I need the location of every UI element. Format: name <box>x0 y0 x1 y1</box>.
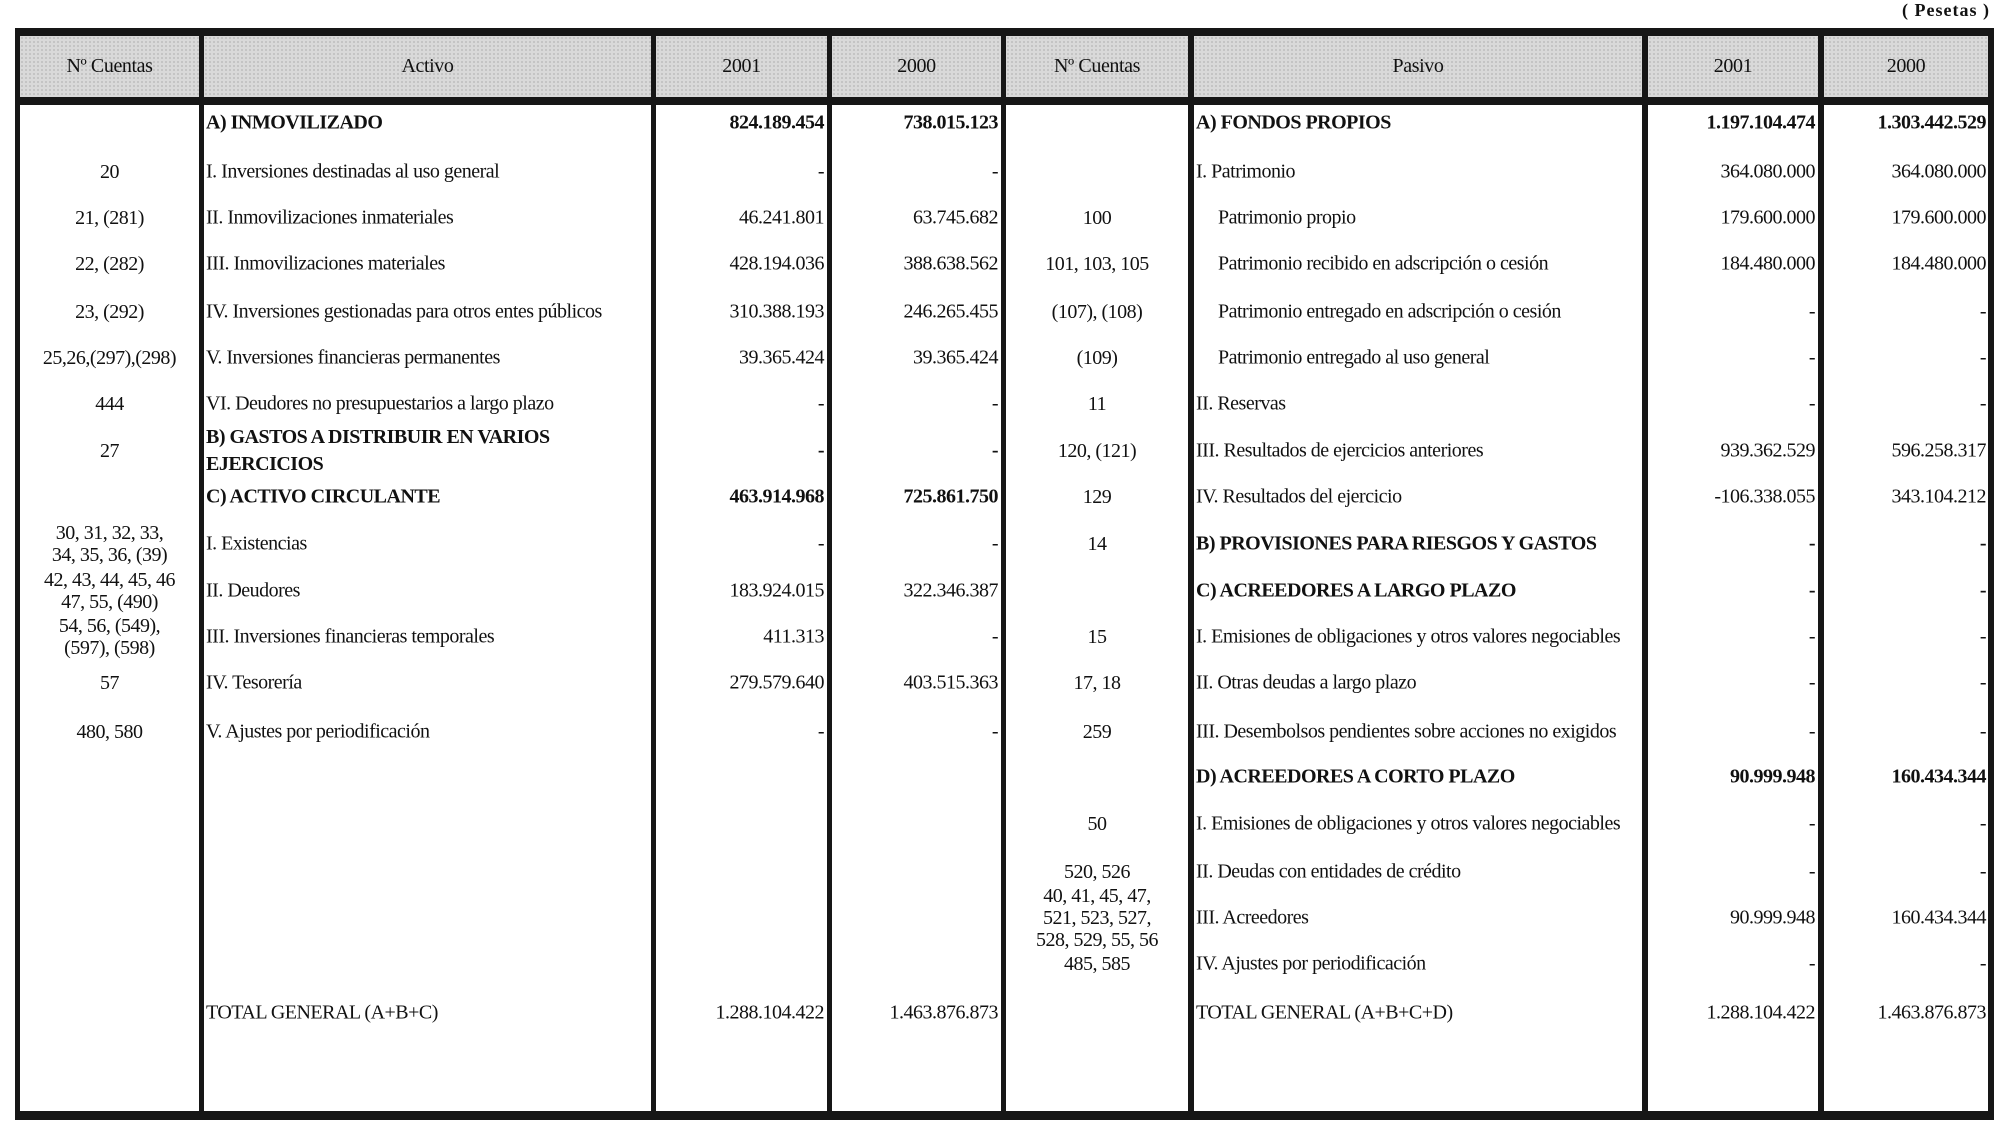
pasivo-row-concepto: I. Emisiones de obligaciones y otros valores negociables <box>1196 812 1621 835</box>
activo-row-concepto: III. Inmovilizaciones materiales <box>206 252 445 275</box>
activo-row-concepto: II. Deudores <box>206 579 300 602</box>
pasivo-row-2001: 1.288.104.422 <box>1706 1001 1815 1024</box>
pasivo-row-2000: 596.258.317 <box>1891 439 1986 462</box>
header-pasivo-2000: 2000 <box>1824 36 1988 97</box>
activo-row-concepto: C) ACTIVO CIRCULANTE <box>206 485 441 508</box>
activo-row-2000: - <box>991 625 998 648</box>
pasivo-row-2000: - <box>1979 346 1986 369</box>
pasivo-row-2001: - <box>1808 860 1815 883</box>
header-activo-cuentas: Nº Cuentas <box>20 36 199 97</box>
activo-row-concepto: I. Existencias <box>206 532 307 555</box>
pasivo-row-2000: 1.463.876.873 <box>1877 1001 1986 1024</box>
pasivo-row-cuenta: 11 <box>1087 393 1107 415</box>
activo-row-cuenta: 27 <box>100 440 119 462</box>
activo-row-cuenta: 54, 56, (549), (597), (598) <box>58 615 161 659</box>
pasivo-row-2000: 160.434.344 <box>1891 906 1986 929</box>
pasivo-row-concepto: Patrimonio entregado al uso general <box>1218 346 1490 369</box>
pasivo-row-concepto: II. Otras deudas a largo plazo <box>1196 671 1417 694</box>
activo-row-2001: 824.189.454 <box>729 111 824 134</box>
pasivo-row-2000: 1.303.442.529 <box>1877 111 1986 134</box>
pasivo-row-2001: -106.338.055 <box>1714 485 1815 508</box>
pasivo-row-2001: 184.480.000 <box>1720 252 1815 275</box>
pasivo-row-2001: - <box>1808 392 1815 415</box>
activo-row-2000: - <box>991 720 998 743</box>
pasivo-row-concepto: IV. Resultados del ejercicio <box>1196 485 1402 508</box>
pasivo-row-2000: - <box>1979 579 1986 602</box>
pasivo-row-2001: 90.999.948 <box>1730 906 1815 929</box>
pasivo-row-cuenta: 17, 18 <box>1073 672 1121 694</box>
pasivo-row-concepto: IV. Ajustes por periodificación <box>1196 952 1426 975</box>
activo-row-2000: 388.638.562 <box>903 252 998 275</box>
activo-row-concepto: V. Ajustes por periodificación <box>206 720 430 743</box>
pasivo-row-cuenta: 485, 585 <box>1064 953 1130 975</box>
pasivo-row-2001: - <box>1808 812 1815 835</box>
pasivo-row-cuenta: 50 <box>1087 813 1107 835</box>
pasivo-row-concepto: A) FONDOS PROPIOS <box>1196 111 1391 134</box>
pasivo-row-2000: - <box>1979 860 1986 883</box>
activo-row-2000: 1.463.876.873 <box>889 1001 998 1024</box>
pasivo-row-2000: - <box>1979 720 1986 743</box>
pasivo-row-cuenta: 40, 41, 45, 47, 521, 523, 527, 528, 529, 55, 56 <box>1036 885 1158 951</box>
activo-row-2000: 63.745.682 <box>913 206 998 229</box>
activo-row-2001: 39.365.424 <box>739 346 824 369</box>
activo-row-cuenta: 480, 580 <box>76 721 143 743</box>
activo-row-2000: - <box>991 392 998 415</box>
activo-row-2001: - <box>817 160 824 183</box>
pasivo-row-2001: 939.362.529 <box>1720 439 1815 462</box>
activo-row-2001: 463.914.968 <box>729 485 824 508</box>
pasivo-row-2001: - <box>1808 532 1815 555</box>
activo-row-cuenta: 20 <box>100 161 119 183</box>
pasivo-row-cuenta: 14 <box>1087 533 1107 555</box>
pasivo-row-2000: 364.080.000 <box>1891 160 1986 183</box>
pasivo-row-2000: 160.434.344 <box>1891 765 1986 788</box>
activo-row-2001: - <box>817 392 824 415</box>
pasivo-row-concepto: III. Resultados de ejercicios anteriores <box>1196 439 1484 462</box>
activo-row-2000: 39.365.424 <box>913 346 998 369</box>
activo-row-2000: 738.015.123 <box>903 111 998 134</box>
pasivo-row-cuenta: 15 <box>1087 626 1107 648</box>
activo-row-cuenta: 21, (281) <box>75 207 144 229</box>
activo-row-cuenta: 23, (292) <box>75 301 144 323</box>
pasivo-row-concepto: B) PROVISIONES PARA RIESGOS Y GASTOS <box>1196 532 1597 555</box>
pasivo-row-2001: - <box>1808 300 1815 323</box>
header-pasivo-2001: 2001 <box>1648 36 1818 97</box>
activo-row-2001: 411.313 <box>763 625 824 648</box>
activo-row-2000: 246.265.455 <box>903 300 998 323</box>
pasivo-row-cuenta: 100 <box>1082 207 1112 229</box>
pasivo-row-concepto: Patrimonio recibido en adscripción o cesión <box>1218 252 1549 275</box>
activo-row-2000: 403.515.363 <box>903 671 998 694</box>
header-activo-2001: 2001 <box>656 36 827 97</box>
pasivo-row-2000: 184.480.000 <box>1891 252 1986 275</box>
pasivo-row-concepto: II. Reservas <box>1196 392 1286 415</box>
activo-row-2000: - <box>991 160 998 183</box>
pasivo-row-2001: - <box>1808 625 1815 648</box>
pasivo-row-concepto: I. Emisiones de obligaciones y otros valores negociables <box>1196 625 1621 648</box>
pasivo-row-cuenta: 259 <box>1082 721 1112 743</box>
pasivo-row-concepto: TOTAL GENERAL (A+B+C+D) <box>1196 1001 1453 1024</box>
pasivo-row-concepto: III. Acreedores <box>1196 906 1309 929</box>
activo-row-concepto: IV. Inversiones gestionadas para otros entes públicos <box>206 300 602 323</box>
activo-row-concepto: TOTAL GENERAL (A+B+C) <box>206 1001 438 1024</box>
activo-row-concepto: VI. Deudores no presupuestarios a largo plazo <box>206 392 554 415</box>
pasivo-row-2000: - <box>1979 300 1986 323</box>
activo-row-2000: 725.861.750 <box>903 485 998 508</box>
pasivo-row-2001: - <box>1808 952 1815 975</box>
pasivo-row-2000: 179.600.000 <box>1891 206 1986 229</box>
activo-row-concepto: II. Inmovilizaciones inmateriales <box>206 206 454 229</box>
header-activo: Activo <box>204 36 651 97</box>
pasivo-row-cuenta: (109) <box>1076 347 1118 369</box>
pasivo-row-2001: 364.080.000 <box>1720 160 1815 183</box>
activo-row-2000: 322.346.387 <box>903 579 998 602</box>
header-pasivo-cuentas: Nº Cuentas <box>1006 36 1188 97</box>
activo-row-2000: - <box>991 439 998 462</box>
pasivo-row-2000: - <box>1979 392 1986 415</box>
activo-row-2001: 279.579.640 <box>729 671 824 694</box>
pasivo-row-concepto: III. Desembolsos pendientes sobre acciones no exigidos <box>1196 720 1617 743</box>
header-pasivo: Pasivo <box>1194 36 1642 97</box>
pasivo-row-cuenta: 120, (121) <box>1057 440 1137 462</box>
activo-row-concepto: IV. Tesorería <box>206 671 302 694</box>
activo-row-concepto: III. Inversiones financieras temporales <box>206 625 495 648</box>
activo-row-2001: - <box>817 532 824 555</box>
pasivo-row-2001: - <box>1808 720 1815 743</box>
pasivo-row-cuenta: (107), (108) <box>1051 301 1143 323</box>
activo-row-2001: 428.194.036 <box>729 252 824 275</box>
activo-row-concepto: B) GASTOS A DISTRIBUIR EN VARIOS EJERCICIOS <box>206 426 550 475</box>
activo-row-cuenta: 25,26,(297),(298) <box>42 347 177 369</box>
activo-row-2001: - <box>817 720 824 743</box>
activo-row-cuenta: 444 <box>95 393 124 415</box>
activo-row-2000: - <box>991 532 998 555</box>
activo-row-cuenta: 42, 43, 44, 45, 46 47, 55, (490) <box>44 569 175 613</box>
activo-row-2001: 1.288.104.422 <box>715 1001 824 1024</box>
pasivo-row-2001: 179.600.000 <box>1720 206 1815 229</box>
pasivo-row-cuenta: 129 <box>1082 486 1112 508</box>
pasivo-row-2000: 343.104.212 <box>1891 485 1986 508</box>
activo-row-cuenta: 57 <box>100 672 119 694</box>
activo-row-cuenta: 22, (282) <box>75 253 144 275</box>
activo-row-concepto: A) INMOVILIZADO <box>206 111 383 134</box>
pasivo-row-concepto: I. Patrimonio <box>1196 160 1296 183</box>
pasivo-row-2000: - <box>1979 671 1986 694</box>
pasivo-row-2000: - <box>1979 812 1986 835</box>
activo-row-2001: - <box>817 439 824 462</box>
pasivo-row-2001: - <box>1808 671 1815 694</box>
pasivo-row-2000: - <box>1979 532 1986 555</box>
pasivo-row-2000: - <box>1979 625 1986 648</box>
pasivo-row-cuenta: 520, 526 <box>1064 861 1130 883</box>
header-activo-2000: 2000 <box>832 36 1001 97</box>
pasivo-row-cuenta: 101, 103, 105 <box>1045 253 1149 275</box>
activo-row-cuenta: 30, 31, 32, 33, 34, 35, 36, (39) <box>51 522 168 566</box>
pasivo-row-2001: - <box>1808 346 1815 369</box>
activo-row-concepto: I. Inversiones destinadas al uso general <box>206 160 500 183</box>
pasivo-row-concepto: C) ACREEDORES A LARGO PLAZO <box>1196 579 1516 602</box>
activo-row-2001: 310.388.193 <box>729 300 824 323</box>
units-label: ( Pesetas ) <box>1902 0 1990 20</box>
pasivo-row-concepto: II. Deudas con entidades de crédito <box>1196 860 1461 883</box>
pasivo-row-2001: - <box>1808 579 1815 602</box>
pasivo-row-2000: - <box>1979 952 1986 975</box>
pasivo-row-2001: 90.999.948 <box>1730 765 1815 788</box>
activo-row-2001: 183.924.015 <box>729 579 824 602</box>
pasivo-row-concepto: Patrimonio propio <box>1218 206 1356 229</box>
pasivo-row-concepto: Patrimonio entregado en adscripción o cesión <box>1218 300 1561 323</box>
activo-row-concepto: V. Inversiones financieras permanentes <box>206 346 500 369</box>
pasivo-row-concepto: D) ACREEDORES A CORTO PLAZO <box>1196 765 1515 788</box>
activo-row-2001: 46.241.801 <box>739 206 824 229</box>
pasivo-row-2001: 1.197.104.474 <box>1706 111 1815 134</box>
